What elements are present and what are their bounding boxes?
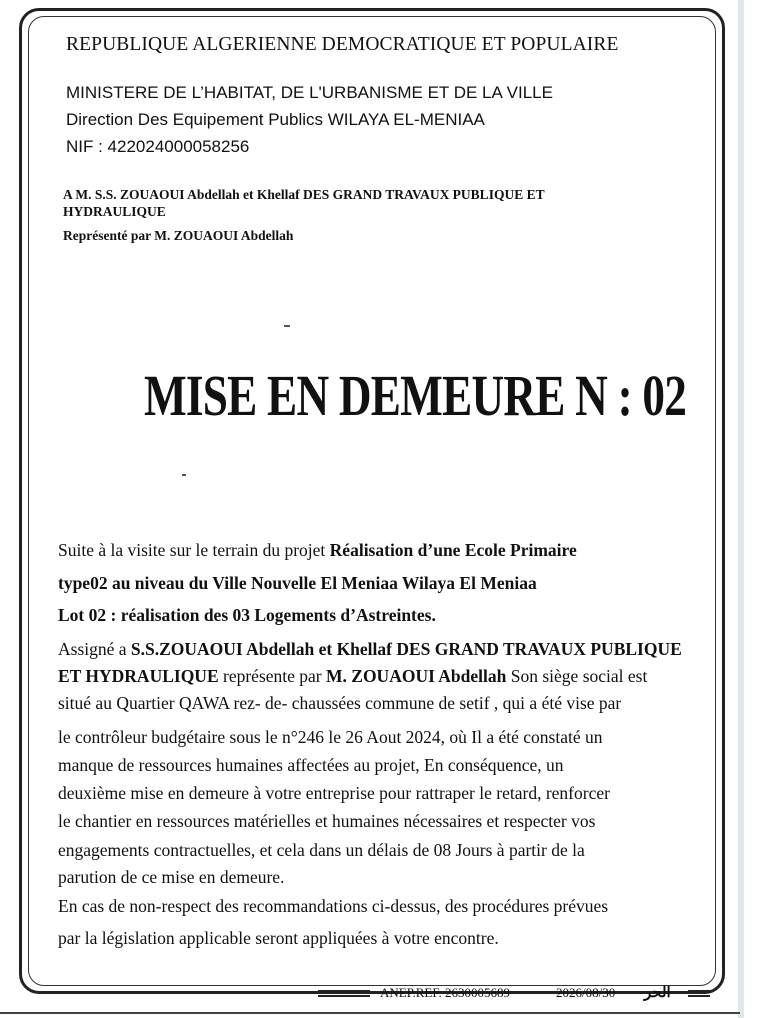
- project-name: Réalisation d’une Ecole Primaire: [329, 540, 577, 560]
- newspaper-logo: الحر: [644, 985, 671, 1001]
- bottom-rule: [0, 1012, 740, 1014]
- ministry-line: MINISTERE DE L’HABITAT, DE L'URBANISME ET DE LA VILLE: [66, 83, 553, 102]
- footer-rule: [688, 995, 710, 997]
- body-text: Son siège social est: [506, 666, 648, 686]
- body-line-8: manque de ressources humaines affectées au projet, En conséquence, un: [58, 755, 564, 775]
- body-line-13: En cas de non-respect des recommandations ci-dessus, des procédures prévues: [58, 896, 609, 916]
- body-line-11: engagements contractuelles, et cela dans un délais de 08 Jours à partir de la: [58, 840, 585, 860]
- contractor-name: S.S.ZOUAOUI Abdellah et Khellaf DES GRAND TRAVAUX PUBLIQUE: [130, 639, 682, 659]
- footer-rule: [688, 990, 710, 992]
- body-line-7: le contrôleur budgétaire sous le n°246 le 26 Aout 2024, où Il a été constaté un: [58, 727, 603, 747]
- direction-line: Direction Des Equipement Publics WILAYA EL-MENIAA: [66, 110, 485, 129]
- body-line-2: type02 au niveau du Ville Nouvelle El Meniaa Wilaya El Meniaa: [58, 573, 537, 593]
- footer-rule: [318, 990, 370, 992]
- body-text: représente par: [218, 666, 326, 686]
- body-line-10: le chantier en ressources matérielles et humaines nécessaires et respecter vos: [58, 811, 596, 831]
- contractor-name-cont: ET HYDRAULIQUE: [58, 666, 219, 686]
- scan-speck: [284, 325, 290, 327]
- body-line-12: parution de ce mise en demeure.: [58, 867, 285, 887]
- body-line-3: Lot 02 : réalisation des 03 Logements d’Astreintes.: [58, 605, 436, 625]
- body-line-5: [58, 666, 647, 687]
- body-line-14: par la législation applicable seront appliquées à votre encontre.: [58, 928, 499, 948]
- republic-header: REPUBLIQUE ALGERIENNE DEMOCRATIQUE ET POPULAIRE: [66, 34, 619, 55]
- body-line-1: [58, 540, 577, 561]
- addressee-line-3: Représenté par M. ZOUAOUI Abdellah: [63, 228, 294, 243]
- document-title: MISE EN DEMEURE N : 02: [144, 363, 687, 428]
- body-text: Assigné a: [58, 639, 131, 659]
- body-line-6: situé au Quartier QAWA rez- de- chaussées commune de setif , qui a été vise par: [58, 693, 622, 713]
- addressee-line-2: HYDRAULIQUE: [63, 204, 166, 219]
- scan-edge: [738, 0, 744, 1018]
- nif-line: NIF : 422024000058256: [66, 137, 250, 156]
- publication-date: 2026/08/30: [556, 985, 616, 1000]
- footer-rule: [318, 995, 370, 997]
- anep-reference: ANEP.REF. 2630005689: [380, 985, 511, 1000]
- scan-speck: [182, 474, 186, 476]
- body-line-4: [58, 639, 682, 660]
- body-line-9: deuxième mise en demeure à votre entreprise pour rattraper le retard, renforcer: [58, 783, 610, 803]
- addressee-line-1: A M. S.S. ZOUAOUI Abdellah et Khellaf DES GRAND TRAVAUX PUBLIQUE ET: [63, 187, 545, 202]
- representative-name: M. ZOUAOUI Abdellah: [326, 666, 507, 686]
- body-text: Suite à la visite sur le terrain du projet: [58, 540, 330, 560]
